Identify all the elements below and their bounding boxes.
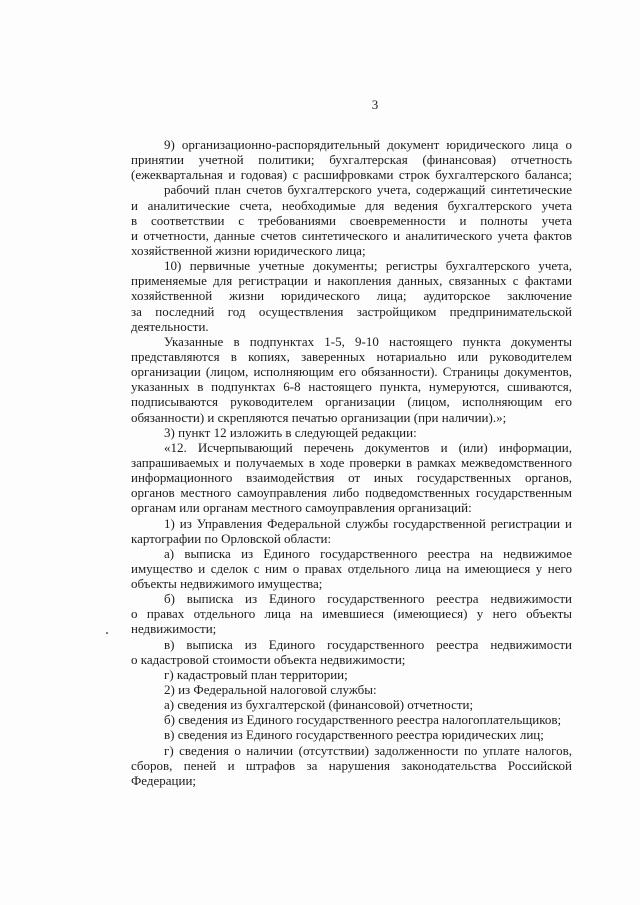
text-line: в соответствии с требованиями своевременности и полноты учета [131, 213, 572, 228]
text-line: сборов, пеней и штрафов за нарушения законодательства Российской [131, 758, 572, 773]
text-line: в) выписка из Единого государственного реестра недвижимости [164, 637, 572, 652]
text-line: Федерации; [131, 773, 197, 788]
text-line: деятельности. [131, 319, 209, 334]
text-line: обязанности) и скрепляются печатью организации (при наличии).»; [131, 410, 507, 425]
text-line: а) сведения из бухгалтерской (финансовой) отчетности; [164, 697, 474, 712]
text-line: 9) организационно-распорядительный документ юридического лица о [164, 137, 572, 152]
text-line: о кадастровой стоимости объекта недвижимости; [131, 652, 406, 667]
text-line: органам или органам местного самоуправления организаций: [131, 500, 472, 515]
text-line: б) сведения из Единого государственного реестра налогоплательщиков; [164, 712, 562, 727]
text-line: картографии по Орловской области: [131, 531, 332, 546]
text-line: недвижимости; [131, 621, 217, 636]
text-line: представляются в копиях, заверенных нотариально или руководителем [131, 349, 572, 364]
text-line: хозяйственной жизни юридического лица; аудиторское заключение [131, 288, 572, 303]
text-line: 3) пункт 12 изложить в следующей редакции: [164, 425, 417, 440]
text-line: применяемые для регистрации и накопления данных, связанных с фактами [131, 273, 572, 288]
page-number: 3 [371, 97, 379, 112]
text-line: б) выписка из Единого государственного реестра недвижимости [164, 591, 572, 606]
scan-speck [106, 632, 108, 634]
text-line: принятии учетной политики; бухгалтерская (финансовая) отчетность [131, 152, 572, 167]
text-line: (ежеквартальная и годовая) с расшифровками строк бухгалтерского баланса; [131, 167, 572, 182]
text-line: 2) из Федеральной налоговой службы: [164, 682, 377, 697]
text-line: в) сведения из Единого государственного реестра юридических лиц; [164, 727, 544, 742]
text-line: объекты недвижимого имущества; [131, 576, 323, 591]
text-line: имущество и сделок с ним о правах отдельного лица на имеющиеся у него [131, 561, 572, 576]
text-line: 10) первичные учетные документы; регистры бухгалтерского учета, [164, 258, 572, 273]
text-line: запрашиваемых и получаемых в ходе проверки в рамках межведомственного [131, 455, 572, 470]
text-line: хозяйственной жизни юридического лица; [131, 243, 366, 258]
text-line: Указанные в подпунктах 1-5, 9-10 настоящего пункта документы [164, 334, 572, 349]
text-line: информационного взаимодействия от иных государственных органов, [131, 470, 572, 485]
text-line: г) сведения о наличии (отсутствии) задолженности по уплате налогов, [164, 743, 572, 758]
text-line: органов местного самоуправления либо подведомственных государственным [131, 485, 572, 500]
text-line: и аналитические счета, необходимые для ведения бухгалтерского учета [131, 198, 572, 213]
text-line: указанных в подпунктах 6-8 настоящего пункта, нумеруются, сшиваются, [131, 379, 572, 394]
text-line: о правах отдельного лица на имевшиеся (имеющиеся) у него объекты [131, 606, 572, 621]
text-line: за последний год осуществления застройщиком предпринимательской [131, 304, 572, 319]
text-line: организации (лицом, исполняющим его обязанности). Страницы документов, [131, 364, 572, 379]
text-line: подписываются руководителем организации (лицом, исполняющим его [131, 394, 572, 409]
text-line: г) кадастровый план территории; [164, 667, 348, 682]
text-line: и отчетности, данные счетов синтетического и аналитического учета фактов [131, 228, 572, 243]
text-line: 1) из Управления Федеральной службы государственной регистрации и [164, 516, 572, 531]
text-line: рабочий план счетов бухгалтерского учета, содержащий синтетические [164, 182, 572, 197]
text-line: «12. Исчерпывающий перечень документов и (или) информации, [164, 440, 572, 455]
text-line: а) выписка из Единого государственного реестра на недвижимое [164, 546, 572, 561]
